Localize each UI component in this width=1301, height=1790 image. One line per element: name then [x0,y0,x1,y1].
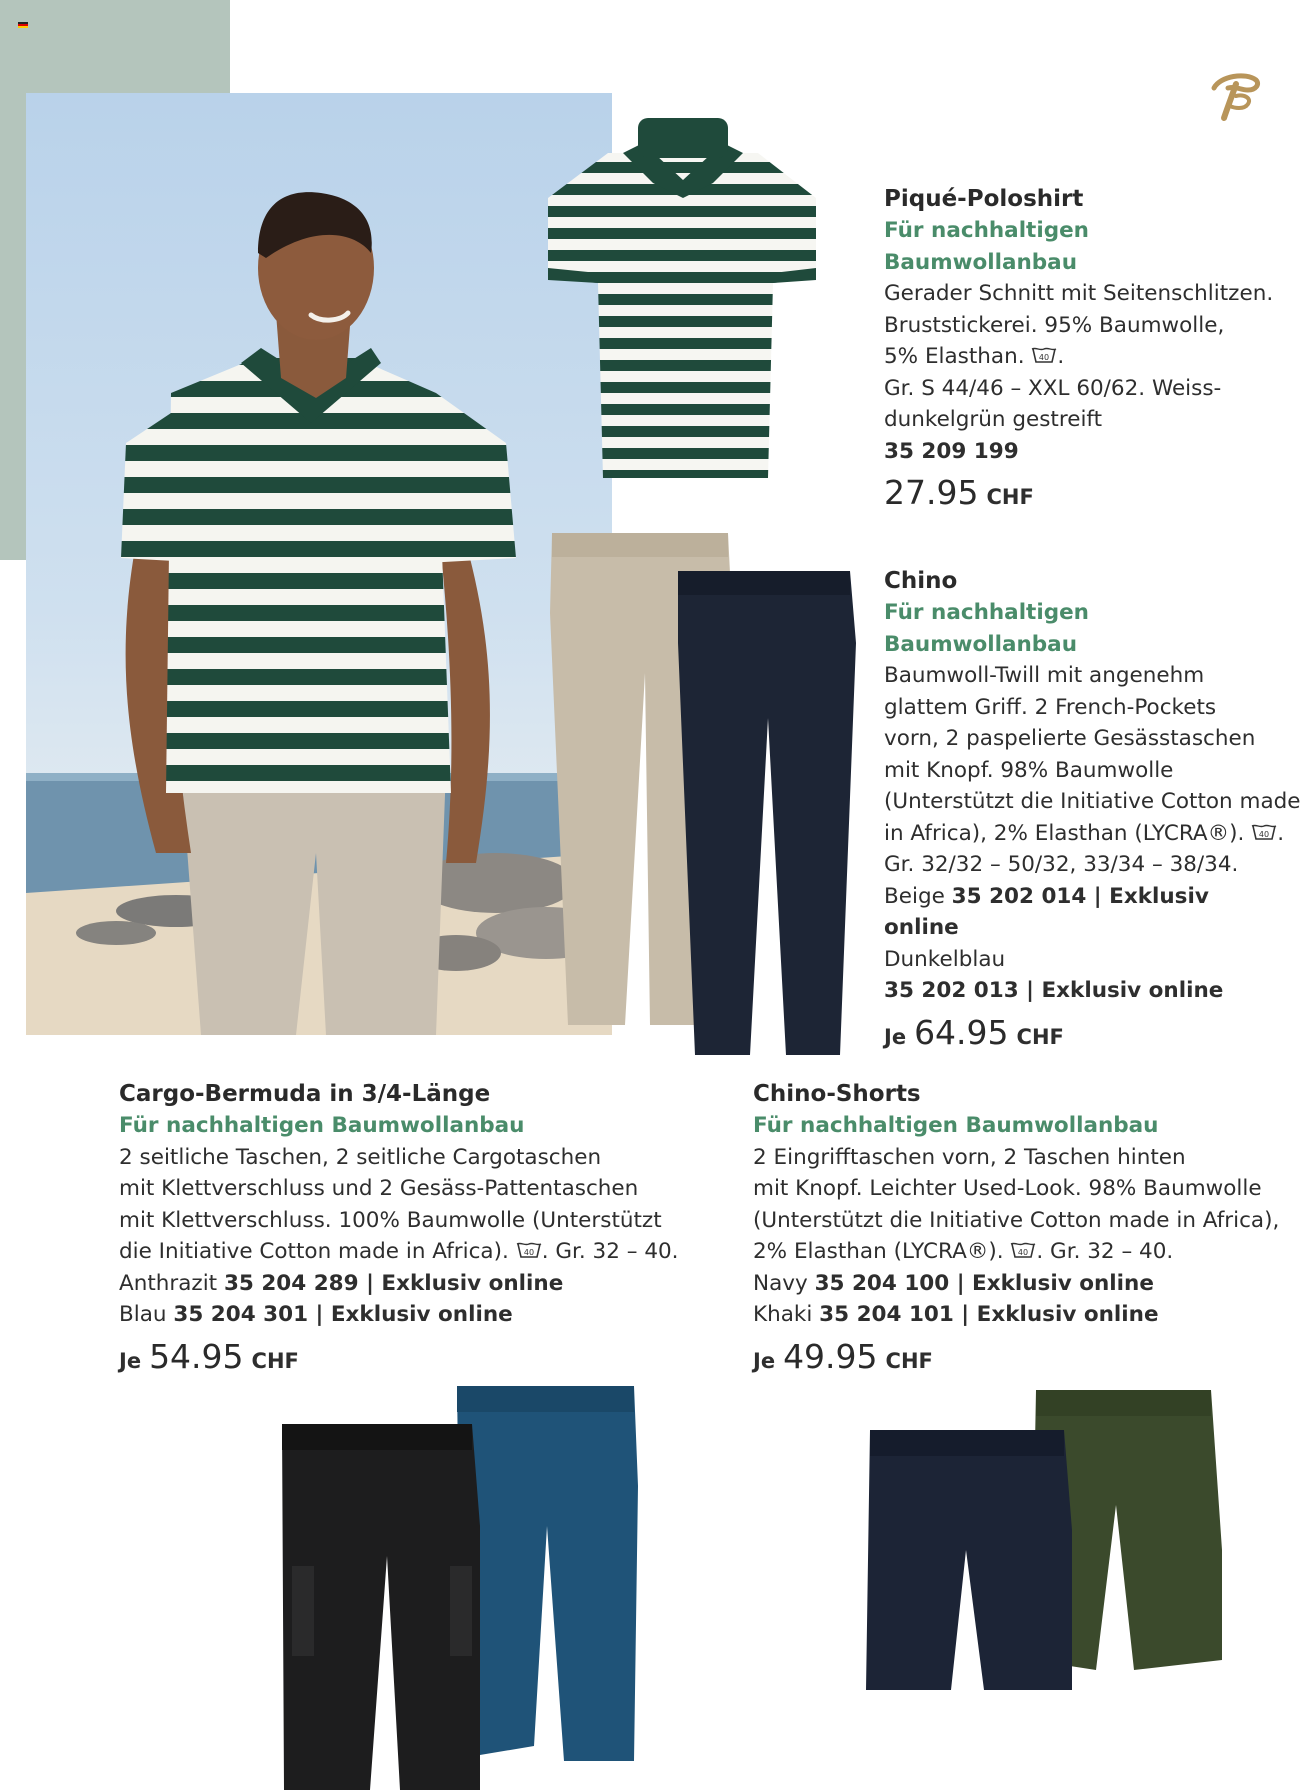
model-beach-illustration [26,93,612,1035]
wash-40-icon [1031,346,1057,364]
chino-shorts-product-image [866,1390,1230,1690]
shorts-price [753,1337,1273,1378]
shorts-desc-line [753,1236,1273,1268]
cargo-variant-code: 35 204 289 | Exklusiv online [223,1270,564,1296]
wash-40-label: 40 [523,1248,534,1257]
wash-40-label: 40 [1039,353,1050,362]
polo-description [884,183,1280,514]
polo-desc-line: dunkelgrün gestreift [884,407,1103,432]
shorts-price-currency: CHF [885,1348,933,1373]
chino-variant-color: Beige [884,883,945,909]
polo-price [884,473,1280,514]
cargo-price-currency: CHF [251,1348,299,1373]
shorts-desc-line: 2 Eingrifftaschen vorn, 2 Taschen hinten [753,1144,1186,1170]
chino-desc-line: in Africa), 2% Elasthan (LYCRA®). 40 . [884,820,1285,846]
chino-title: Chino [884,568,958,594]
polo-title: Piqué-Poloshirt [884,186,1084,212]
chino-variant-color: Dunkelblau [884,946,1006,972]
chino-variant-code: 35 202 014 | Exklusiv online [884,883,1209,940]
chino-price-prefix: Je [884,1024,907,1049]
cargo-desc-line: mit Klettverschluss und 2 Gesäss-Pattentaschen [119,1176,639,1201]
polo-subtitle: Für nachhaltigen Baumwollanbau [884,218,1089,275]
polo-desc-line: 5% Elasthan. 40 . [884,344,1065,369]
shorts-subtitle: Für nachhaltigen Baumwollanbau [753,1113,1159,1138]
wash-40-icon [1251,823,1277,841]
polo-price-amount: 27.95 [884,473,979,512]
polo-desc-line: Gr. S 44/46 – XXL 60/62. Weiss- [884,375,1222,401]
chino-desc-line: Gr. 32/32 – 50/32, 33/34 – 38/34. [884,852,1239,877]
cargo-price [119,1337,739,1378]
wash-40-icon [516,1241,542,1259]
chino-desc-line: glattem Griff. 2 French-Pockets [884,694,1217,720]
shorts-price-amount: 49.95 [783,1336,878,1376]
hero-photo [26,93,612,1035]
cargo-subtitle: Für nachhaltigen Baumwollanbau [119,1113,525,1138]
cargo-variant-code: 35 204 301 | Exklusiv online [173,1302,513,1327]
polo-desc-line: Bruststickerei. 95% Baumwolle, [884,312,1225,338]
chino-price [884,1013,1280,1054]
chino-variant-beige [884,881,1280,944]
shorts-variant-color: Khaki [753,1302,813,1327]
shorts-description [753,1078,1280,1377]
chino-price-currency: CHF [1016,1024,1064,1049]
polo-article-number: 35 209 199 [884,438,1019,464]
cargo-desc-line: 2 seitliche Taschen, 2 seitliche Cargotaschen [119,1144,602,1170]
shorts-variant-code: 35 204 100 | Exklusiv online [814,1270,1154,1296]
cargo-variant-anthrazit [119,1268,739,1300]
chino-price-amount: 64.95 [914,1012,1009,1052]
shorts-size-text: . Gr. 32 – 40. [1036,1239,1174,1264]
wash-40-label: 40 [1018,1248,1029,1257]
cargo-title: Cargo-Bermuda in 3/4-Länge [119,1081,491,1107]
shorts-variant-khaki [753,1299,1273,1331]
shorts-price-prefix: Je [753,1348,776,1373]
cargo-desc-line [119,1236,739,1268]
shorts-variant-navy [753,1268,1273,1300]
chino-desc-text: in Africa), 2% Elasthan (LYCRA®). [884,820,1245,846]
cargo-variant-color: Blau [119,1302,167,1327]
chino-trousers-product-image [550,533,850,1061]
chino-description [884,565,1301,1053]
flag-icon [18,22,28,28]
chino-subtitle: Für nachhaltigen Baumwollanbau [884,600,1089,657]
polo-desc-line: Gerader Schnitt mit Seitenschlitzen. [884,281,1274,306]
shorts-desc-line: (Unterstützt die Initiative Cotton made in Africa), [753,1207,1280,1233]
polo-shirt-product-image [548,118,818,488]
wash-40-label: 40 [1259,829,1270,839]
shorts-title: Chino-Shorts [753,1081,921,1107]
shorts-variant-color: Navy [753,1270,808,1296]
polo-price-currency: CHF [986,485,1034,509]
shorts-desc-line: mit Knopf. Leichter Used-Look. 98% Baumwolle [753,1176,1262,1201]
cargo-description [119,1078,739,1377]
chino-desc-line: mit Knopf. 98% Baumwolle [884,757,1174,783]
cargo-desc-line: mit Klettverschluss. 100% Baumwolle (Unterstützt [119,1207,662,1233]
cargo-size-text: . Gr. 32 – 40. [541,1239,679,1264]
cargo-variant-color: Anthrazit [119,1270,218,1296]
cargo-bermuda-product-image [282,1386,642,1790]
chino-desc-line: Baumwoll-Twill mit angenehm [884,663,1205,688]
cargo-variant-blau [119,1299,739,1331]
cargo-price-prefix: Je [119,1348,142,1373]
cargo-price-amount: 54.95 [149,1336,244,1376]
shorts-variant-code: 35 204 101 | Exklusiv online [819,1302,1159,1327]
wash-40-icon [1010,1241,1036,1259]
chino-desc-line: (Unterstützt die Initiative Cotton made [884,789,1301,814]
shorts-desc-text: 2% Elasthan (LYCRA®). [753,1239,1004,1264]
chino-desc-line: vorn, 2 paspelierte Gesässtaschen [884,726,1256,751]
chino-variant-code: 35 202 013 | Exklusiv online [884,978,1224,1003]
cargo-desc-text: die Initiative Cotton made in Africa). [119,1239,509,1264]
tchibo-logo-icon [1206,66,1262,128]
polo-desc-text: 5% Elasthan. [884,344,1025,369]
